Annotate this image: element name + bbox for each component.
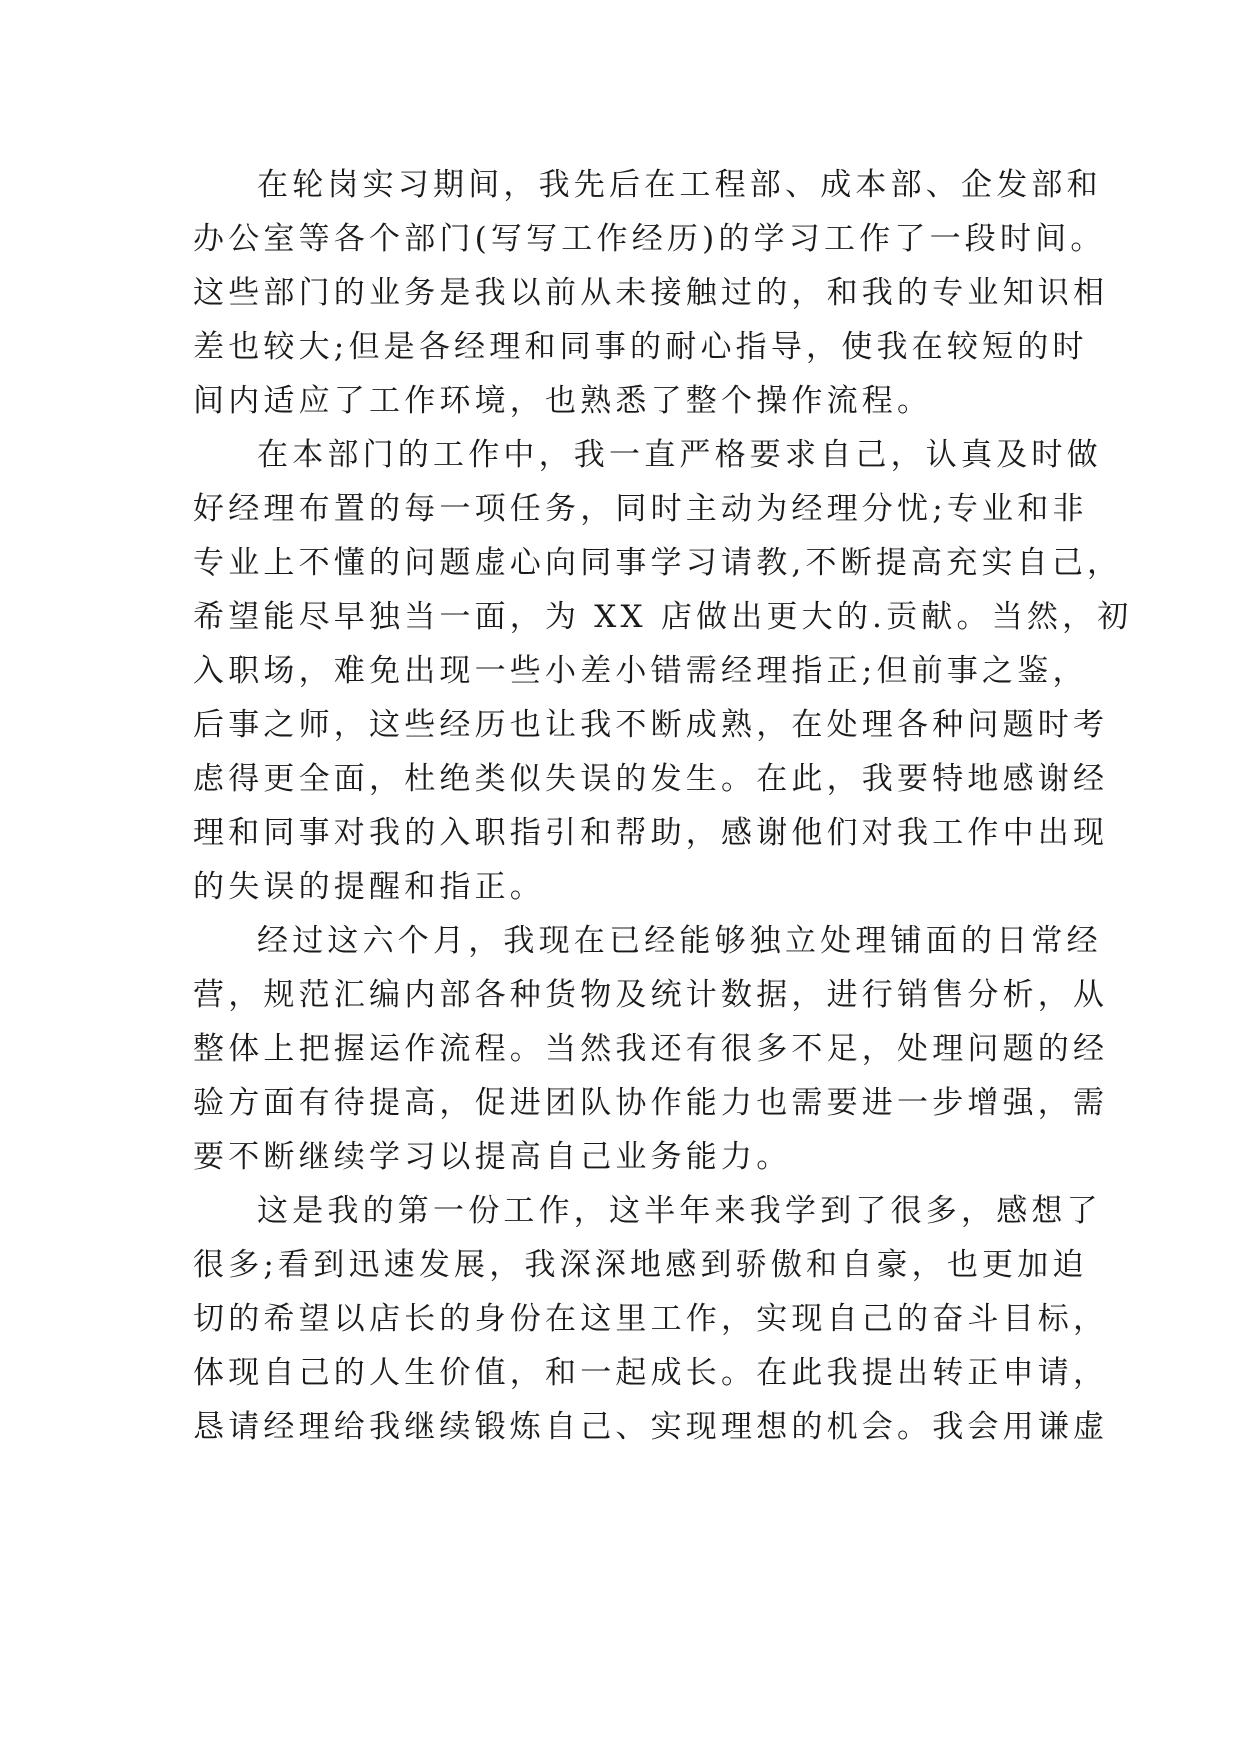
- paragraph-line: 要不断继续学习以提高自己业务能力。: [193, 1139, 792, 1175]
- paragraph-line: 的失误的提醒和指正。: [193, 869, 545, 905]
- paragraph-line: 入职场，难免出现一些小差小错需经理指正;但前事之鉴，: [193, 653, 1088, 689]
- paragraph-line: 整体上把握运作流程。当然我还有很多不足，处理问题的经: [193, 1031, 1109, 1067]
- paragraph-line: 营，规范汇编内部各种货物及统计数据，进行销售分析，从: [193, 977, 1109, 1013]
- paragraph-line: 很多;看到迅速发展，我深深地感到骄傲和自豪，也更加迫: [193, 1247, 1088, 1283]
- paragraph-line: 间内适应了工作环境，也熟悉了整个操作流程。: [193, 383, 933, 419]
- paragraph-line: 这些部门的业务是我以前从未接触过的，和我的专业知识相: [193, 275, 1109, 311]
- paragraph-line: 切的希望以店长的身份在这里工作，实现自己的奋斗目标，: [193, 1301, 1109, 1337]
- paragraph-line: 希望能尽早独当一面，为 XX 店做出更大的.贡献。当然，初: [193, 599, 1133, 635]
- paragraph-1: [193, 158, 1109, 428]
- document-body: [193, 158, 1133, 1454]
- paragraph-line: 体现自己的人生价值，和一起成长。在此我提出转正申请，: [193, 1355, 1109, 1391]
- paragraph-line: 恳请经理给我继续锻炼自己、实现理想的机会。我会用谦虚: [193, 1409, 1109, 1445]
- paragraph-line: 在轮岗实习期间，我先后在工程部、成本部、企发部和: [257, 167, 1102, 203]
- paragraph-3: [193, 914, 1109, 1184]
- paragraph-4: [193, 1184, 1109, 1454]
- paragraph-line: 这是我的第一份工作，这半年来我学到了很多，感想了: [257, 1193, 1102, 1229]
- paragraph-line: 办公室等各个部门(写写工作经历)的学习工作了一段时间。: [193, 221, 1106, 257]
- paragraph-line: 验方面有待提高，促进团队协作能力也需要进一步增强，需: [193, 1085, 1109, 1121]
- paragraph-2: [193, 428, 1133, 914]
- paragraph-line: 理和同事对我的入职指引和帮助，感谢他们对我工作中出现: [193, 815, 1109, 851]
- paragraph-line: 经过这六个月，我现在已经能够独立处理铺面的日常经: [257, 923, 1102, 959]
- paragraph-line: 差也较大;但是各经理和同事的耐心指导，使我在较短的时: [193, 329, 1088, 365]
- paragraph-line: 专业上不懂的问题虚心向同事学习请教,不断提高充实自己，: [193, 545, 1123, 581]
- paragraph-line: 在本部门的工作中，我一直严格要求自己，认真及时做: [257, 437, 1102, 473]
- paragraph-line: 后事之师，这些经历也让我不断成熟，在处理各种问题时考: [193, 707, 1109, 743]
- paragraph-line: 好经理布置的每一项任务，同时主动为经理分忧;专业和非: [193, 491, 1088, 527]
- paragraph-line: 虑得更全面，杜绝类似失误的发生。在此，我要特地感谢经: [193, 761, 1109, 797]
